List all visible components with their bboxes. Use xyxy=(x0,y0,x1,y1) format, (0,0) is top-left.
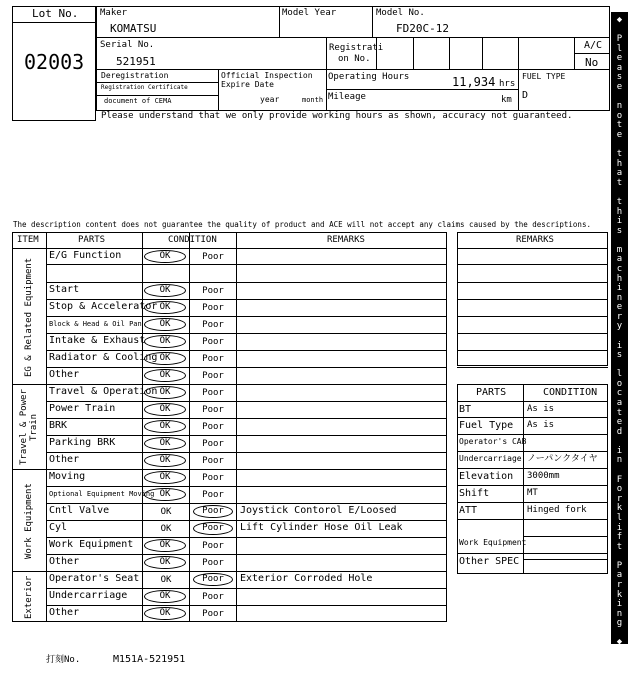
poor-mark: Poor xyxy=(202,592,224,602)
sidebar-char: l xyxy=(616,512,623,523)
hrs-unit: hrs xyxy=(499,79,516,89)
divider xyxy=(457,519,608,520)
sidebar-char: r xyxy=(616,579,623,590)
sidebar-char: e xyxy=(616,417,623,428)
divider xyxy=(96,82,218,83)
divider xyxy=(12,469,447,470)
inspection-label: Official Inspection xyxy=(221,71,313,80)
divider xyxy=(457,401,608,402)
stamp-number: M151A-521951 xyxy=(113,654,186,665)
group-label: Travel & Power xyxy=(19,388,29,465)
stamp-label: 打刻No. xyxy=(46,655,81,665)
deregistration-label: Deregistration xyxy=(101,71,169,80)
divider xyxy=(457,350,608,351)
ok-mark-circled: OK xyxy=(144,556,186,569)
divider xyxy=(46,401,447,402)
registration-label-2: on No. xyxy=(338,54,371,64)
operating-hours-value: 11,934 xyxy=(452,75,496,89)
disclaimer: The description content does not guarantee the quality of product and ACE will not accept any claims caused by the descriptions. xyxy=(13,220,591,229)
ok-mark-circled: OK xyxy=(144,488,186,501)
sidebar-char: a xyxy=(616,62,623,73)
divider xyxy=(574,53,610,54)
sidebar-char: s xyxy=(616,225,623,236)
sidebar-char: t xyxy=(616,120,623,131)
ok-mark-circled: OK xyxy=(144,437,186,450)
lot-number: 02003 xyxy=(24,50,85,74)
divider xyxy=(518,37,519,111)
sidebar-char: i xyxy=(616,599,623,610)
divider xyxy=(46,520,447,521)
sidebar-char: h xyxy=(616,158,623,169)
divider xyxy=(457,468,608,469)
divider xyxy=(12,384,447,385)
divider xyxy=(376,37,377,69)
spec-part: Operator's CAB xyxy=(459,437,527,446)
sidebar-char: m xyxy=(616,244,623,255)
sidebar-char: l xyxy=(616,369,623,380)
year-label: year xyxy=(260,95,280,104)
part-label: BRK xyxy=(49,420,68,431)
divider xyxy=(457,451,608,452)
km-unit: km xyxy=(501,95,512,105)
divider xyxy=(46,299,447,300)
header-item: ITEM xyxy=(17,235,39,245)
sidebar-char: c xyxy=(616,263,623,274)
sidebar-char: g xyxy=(616,618,623,629)
poor-mark: Poor xyxy=(202,456,224,466)
remark-text: Joystick Contorol E/Loosed xyxy=(240,505,397,516)
divider xyxy=(96,95,218,96)
sidebar-char: t xyxy=(616,541,623,552)
spec-value: ノーパンクタイヤ xyxy=(527,454,598,464)
divider xyxy=(326,89,518,90)
part-label: Cyl xyxy=(49,522,68,533)
poor-mark: Poor xyxy=(202,439,224,449)
part-label: Other xyxy=(49,556,80,567)
model-no-value: FD20C-12 xyxy=(396,22,449,35)
mileage-label: Mileage xyxy=(328,92,366,102)
spec-part: ATT xyxy=(459,505,478,516)
sidebar-char: o xyxy=(616,378,623,389)
poor-mark: Poor xyxy=(202,303,224,313)
spec-value: MT xyxy=(527,488,538,498)
sidebar-char: t xyxy=(616,149,623,160)
ok-mark-circled: OK xyxy=(144,454,186,467)
model-year-label: Model Year xyxy=(282,8,337,18)
sidebar-char: ◆ xyxy=(616,637,623,648)
part-label: Work Equipment xyxy=(49,539,134,550)
lot-label: Lot No. xyxy=(32,7,79,20)
poor-mark: Poor xyxy=(202,354,224,364)
location-sidebar xyxy=(611,12,628,648)
poor-mark: Poor xyxy=(202,405,224,415)
divider xyxy=(46,435,447,436)
maker-label: Maker xyxy=(100,8,128,18)
divider xyxy=(142,232,143,622)
divider xyxy=(46,605,447,606)
spec-part: Undercarriage xyxy=(459,454,522,463)
divider xyxy=(46,333,447,334)
poor-mark-circled: Poor xyxy=(193,522,233,535)
divider xyxy=(46,350,447,351)
part-label: Power Train xyxy=(49,403,116,414)
part-label: Optional Equipment Moving xyxy=(49,490,155,498)
hours-note: Please understand that we only provide working hours as shown, accuracy not guaranteed. xyxy=(101,111,573,121)
poor-mark: Poor xyxy=(202,473,224,483)
group-label: Train xyxy=(29,413,39,441)
divider xyxy=(46,503,447,504)
spec-part: Shift xyxy=(459,488,490,499)
ok-mark: OK xyxy=(160,507,172,517)
divider xyxy=(449,37,450,69)
divider xyxy=(46,554,447,555)
sidebar-char: r xyxy=(616,493,623,504)
sidebar-char: a xyxy=(616,168,623,179)
serial-value: 521951 xyxy=(116,55,156,68)
spec-part: Other SPEC xyxy=(459,556,520,567)
part-label: Parking BRK xyxy=(49,437,116,448)
ok-mark-circled: OK xyxy=(144,403,186,416)
poor-mark-circled: Poor xyxy=(193,505,233,518)
ok-mark-circled: OK xyxy=(144,335,186,348)
divider xyxy=(12,22,96,23)
divider xyxy=(457,502,608,503)
divider xyxy=(457,417,608,418)
sidebar-char: i xyxy=(616,283,623,294)
divider xyxy=(46,232,47,622)
sidebar-char: h xyxy=(616,273,623,284)
divider xyxy=(457,282,608,283)
sidebar-char: a xyxy=(616,398,623,409)
group-label: Work Equipment xyxy=(24,482,34,559)
header-remarks: REMARKS xyxy=(327,235,365,245)
ok-mark-circled: OK xyxy=(144,318,186,331)
spec-part: Work Equipment xyxy=(459,538,527,547)
poor-mark: Poor xyxy=(202,252,224,262)
remarks-header: REMARKS xyxy=(516,235,554,245)
month-label: month xyxy=(302,96,324,104)
fuel-type-label: FUEL TYPE xyxy=(522,72,566,81)
registration-label: Registrati xyxy=(329,43,384,53)
ok-mark-circled: OK xyxy=(144,607,186,620)
sidebar-char: n xyxy=(616,101,623,112)
sidebar-char: a xyxy=(616,570,623,581)
sidebar-char: e xyxy=(616,82,623,93)
sidebar-char: e xyxy=(616,129,623,140)
sidebar-char: i xyxy=(616,522,623,533)
divider xyxy=(457,367,608,368)
part-label: Radiator & Cooling xyxy=(49,352,158,363)
poor-mark: Poor xyxy=(202,320,224,330)
sidebar-char: r xyxy=(616,311,623,322)
spec-part: Fuel Type xyxy=(459,420,514,431)
sidebar-char: n xyxy=(616,292,623,303)
registration-certificate-label: Registration Certificate xyxy=(101,84,188,91)
sidebar-char: i xyxy=(616,445,623,456)
sidebar-char: o xyxy=(616,484,623,495)
sidebar-char: i xyxy=(616,340,623,351)
divider xyxy=(46,282,447,283)
divider xyxy=(46,486,447,487)
sidebar-char: k xyxy=(616,503,623,514)
divider xyxy=(326,37,327,111)
divider xyxy=(457,333,608,334)
sidebar-char: f xyxy=(616,532,623,543)
poor-mark: Poor xyxy=(202,422,224,432)
divider xyxy=(523,559,608,560)
sidebar-char: e xyxy=(616,302,623,313)
divider xyxy=(12,571,447,572)
inspection-label-2: Expire Date xyxy=(221,80,274,89)
sidebar-char: F xyxy=(616,474,623,485)
divider xyxy=(457,299,608,300)
ok-mark-circled: OK xyxy=(144,420,186,433)
divider xyxy=(189,232,190,622)
header-parts: PARTS xyxy=(78,235,106,245)
ok-mark-circled: OK xyxy=(144,386,186,399)
divider xyxy=(413,37,414,69)
sidebar-char: h xyxy=(616,206,623,217)
poor-mark: Poor xyxy=(202,371,224,381)
sidebar-char: s xyxy=(616,350,623,361)
divider xyxy=(372,6,373,37)
cema-document-label: document of CEMA xyxy=(104,97,172,105)
sidebar-char: ◆ xyxy=(616,15,623,25)
group-label: Exterior xyxy=(24,575,34,619)
divider xyxy=(96,69,610,70)
part-label: Cntl Valve xyxy=(49,505,110,516)
poor-mark: Poor xyxy=(202,541,224,551)
poor-mark: Poor xyxy=(202,388,224,398)
maker-value: KOMATSU xyxy=(110,22,157,35)
sidebar-char: e xyxy=(616,53,623,64)
ok-mark-circled: OK xyxy=(144,301,186,314)
fuel-type-value: D xyxy=(522,90,529,101)
sidebar-char: k xyxy=(616,589,623,600)
divider xyxy=(46,418,447,419)
sidebar-char: t xyxy=(616,407,623,418)
sidebar-char: s xyxy=(616,72,623,83)
divider xyxy=(457,248,608,249)
remark-text: Exterior Corroded Hole xyxy=(240,573,373,584)
sidebar-char: c xyxy=(616,388,623,399)
spec-value: 3000mm xyxy=(527,471,560,481)
divider xyxy=(482,37,483,69)
divider xyxy=(46,316,447,317)
model-no-label: Model No. xyxy=(376,8,425,18)
ok-mark-circled: OK xyxy=(144,250,186,263)
sidebar-char: n xyxy=(616,455,623,466)
divider xyxy=(46,452,447,453)
divider xyxy=(457,553,608,554)
ok-mark-circled: OK xyxy=(144,352,186,365)
part-label: Moving xyxy=(49,471,86,482)
divider xyxy=(457,434,608,435)
spec-condition-header: CONDITION xyxy=(543,387,598,398)
part-label: Undercarriage xyxy=(49,590,128,601)
divider xyxy=(46,537,447,538)
sidebar-char: l xyxy=(616,43,623,54)
sidebar-char: y xyxy=(616,321,623,332)
sidebar-char: i xyxy=(616,216,623,227)
ok-mark-circled: OK xyxy=(144,471,186,484)
part-label: E/G Function xyxy=(49,250,122,261)
sidebar-char: P xyxy=(616,34,623,45)
header-condition: CONDITION xyxy=(168,235,217,245)
ac-value: No xyxy=(585,56,599,69)
part-label: Intake & Exhaust xyxy=(49,335,146,346)
ok-mark-circled: OK xyxy=(144,369,186,382)
group-label: EG & Related Equipment xyxy=(24,257,34,377)
divider xyxy=(218,69,219,111)
poor-mark: Poor xyxy=(202,558,224,568)
poor-mark: Poor xyxy=(202,609,224,619)
sidebar-char: n xyxy=(616,608,623,619)
ok-mark: OK xyxy=(160,524,172,534)
sidebar-char: t xyxy=(616,196,623,207)
spec-part: Elevation xyxy=(459,471,514,482)
divider xyxy=(457,264,608,265)
divider xyxy=(236,232,237,622)
ok-mark: OK xyxy=(160,575,172,585)
part-label: Other xyxy=(49,454,80,465)
ok-mark-circled: OK xyxy=(144,539,186,552)
divider xyxy=(96,37,610,38)
serial-label: Serial No. xyxy=(100,40,155,50)
poor-mark: Poor xyxy=(202,337,224,347)
sidebar-char: a xyxy=(616,254,623,265)
sidebar-char: o xyxy=(616,110,623,121)
sidebar-char: d xyxy=(616,426,623,437)
operating-hours-label: Operating Hours xyxy=(328,72,410,82)
poor-mark: Poor xyxy=(202,490,224,500)
ac-label: A/C xyxy=(584,40,603,51)
part-label: Stop & Accelerator xyxy=(49,301,158,312)
divider xyxy=(457,316,608,317)
divider xyxy=(46,588,447,589)
poor-mark: Poor xyxy=(202,286,224,296)
spec-value: Hinged fork xyxy=(527,505,587,515)
spec-part: BT xyxy=(459,404,472,415)
spec-value: As is xyxy=(527,404,555,414)
remark-text: Lift Cylinder Hose Oil Leak xyxy=(240,522,403,533)
part-label: Block & Head & Oil Pan xyxy=(49,320,142,328)
divider xyxy=(46,367,447,368)
part-label: Other xyxy=(49,607,80,618)
ok-mark-circled: OK xyxy=(144,590,186,603)
part-label: Operator's Seat xyxy=(49,573,140,584)
ok-mark-circled: OK xyxy=(144,284,186,297)
poor-mark-circled: Poor xyxy=(193,573,233,586)
part-label: Other xyxy=(49,369,80,380)
divider xyxy=(523,536,608,537)
sidebar-char: P xyxy=(616,560,623,571)
part-label: Start xyxy=(49,284,80,295)
divider xyxy=(12,248,447,249)
divider xyxy=(457,485,608,486)
divider xyxy=(279,6,280,37)
divider xyxy=(46,264,447,265)
sidebar-char: t xyxy=(616,177,623,188)
spec-value: As is xyxy=(527,420,555,430)
spec-parts-header: PARTS xyxy=(476,387,507,398)
part-label: Travel & Operation xyxy=(49,386,158,397)
